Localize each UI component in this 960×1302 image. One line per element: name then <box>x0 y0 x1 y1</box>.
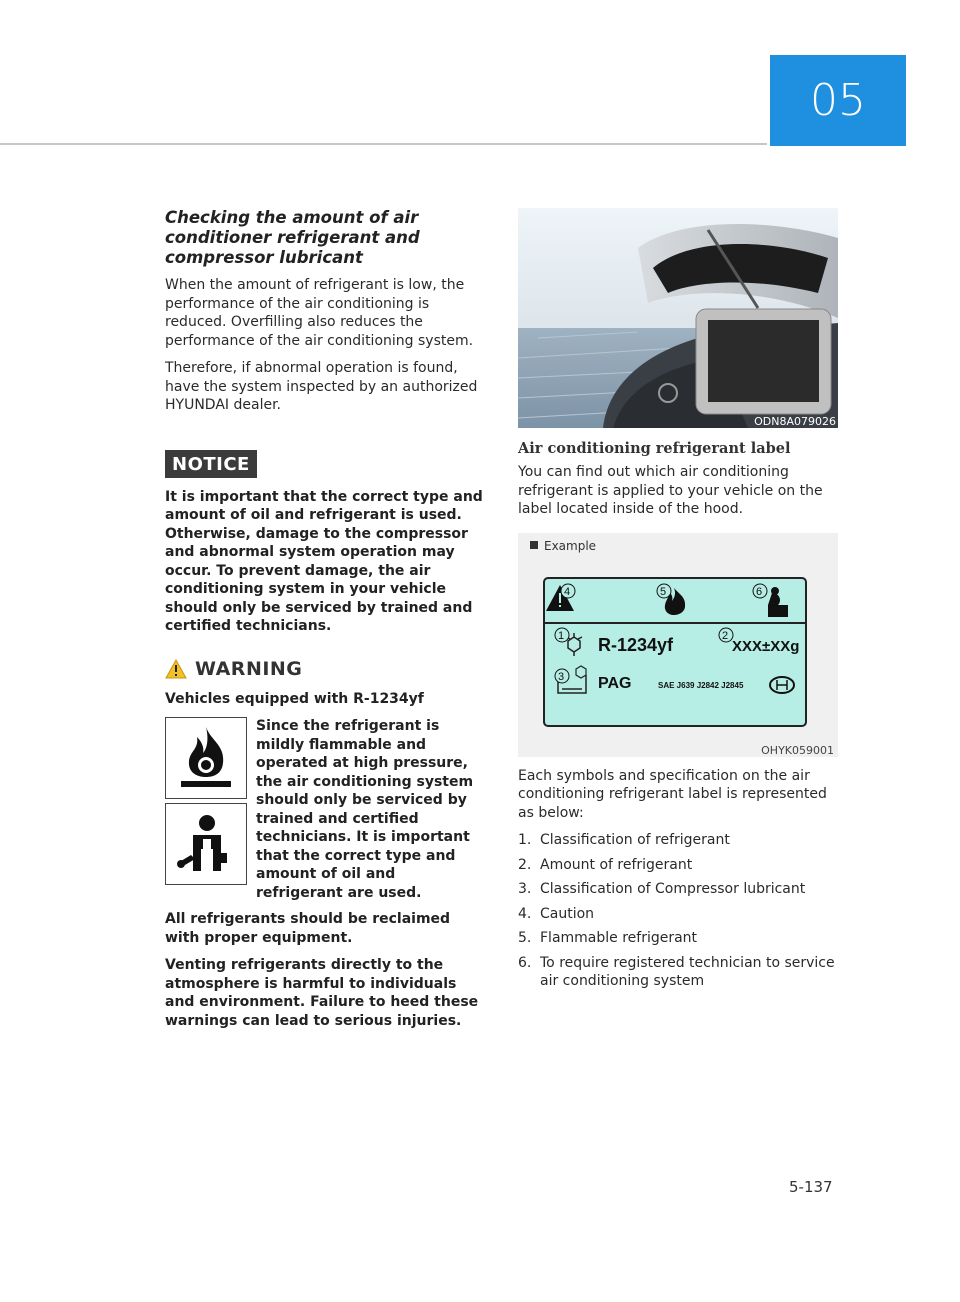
section-heading: Checking the amount of air conditioner refrigerant and compressor lubricant <box>165 208 420 267</box>
dealer-paragraph: Therefore, if abnormal operation is found, have the system inspected by an authorized HYUNDAI dealer. <box>165 360 478 413</box>
label-amount-text: XXX±XXg <box>732 637 800 655</box>
label-lubricant-text: PAG <box>598 674 632 692</box>
warning-label: WARNING <box>195 657 303 680</box>
caption-text: You can find out which air conditioning refrigerant is applied to your vehicle on the label located inside of the hood. <box>518 464 823 517</box>
list-item: 4. Caution <box>518 905 595 922</box>
flammable-icon <box>165 717 247 799</box>
label-figure-code: OHYK059001 <box>761 743 834 757</box>
warning-header <box>165 658 483 680</box>
notice-badge: NOTICE <box>165 450 257 478</box>
list-item: 6. To require registered technician to service air conditioning system <box>518 954 835 989</box>
intro-paragraph: When the amount of refrigerant is low, the performance of the air conditioning is reduced. Overfilling also reduces the performance of the air conditioning system. <box>165 277 474 349</box>
left-column <box>165 208 483 1039</box>
warning-triangle-icon <box>165 659 187 679</box>
technician-icon <box>165 803 247 885</box>
marker-2: 2 <box>722 629 729 642</box>
symbols-list <box>518 831 840 991</box>
chapter-tab: 05 <box>770 55 906 146</box>
marker-4: 4 <box>564 585 571 598</box>
photo-code: ODN8A079026 <box>754 415 836 428</box>
list-item: 5. Flammable refrigerant <box>518 930 698 946</box>
warning-subtitle: Vehicles equipped with R-1234yf <box>165 690 424 707</box>
marker-6: 6 <box>756 585 763 598</box>
label-refrigerant-text: R-1234yf <box>598 634 674 655</box>
figure-caption: Air conditioning refrigerant label <box>518 440 791 457</box>
notice-text: It is important that the correct type and amount of oil and refrigerant is used. Otherwise, damage to the compressor and abnormal system operation may occur. To prevent damage, the air conditioning system in your vehicle should only be serviced by trained and certified technicians. <box>165 488 483 634</box>
symbols-intro: Each symbols and specification on the air conditioning refrigerant label is represented as below: <box>518 767 827 821</box>
marker-5: 5 <box>660 585 667 598</box>
warning-text: Since the refrigerant is mildly flammable and operated at high pressure, the air conditioning system should only be serviced by trained and certified technicians. It is important that the correct type and amount of oil and refrigerant are used. <box>256 718 474 901</box>
example-figure <box>518 533 838 757</box>
refrigerant-label-diagram <box>518 533 838 757</box>
marker-3: 3 <box>558 670 565 683</box>
marker-1: 1 <box>558 629 565 642</box>
label-standards-text: SAE J639 J2842 J2845 <box>658 680 744 690</box>
page-number: 5-137 <box>789 1178 833 1196</box>
list-item: 2. Amount of refrigerant <box>518 856 693 873</box>
warning-icons <box>165 717 247 902</box>
warning-venting-text: Venting refrigerants directly to the atmosphere is harmful to individuals and environment. Failure to heed these warnings can lead to serious injuries. <box>165 957 479 1029</box>
hood-photo-illustration <box>518 208 838 428</box>
warning-body <box>165 717 483 902</box>
hood-label-photo <box>518 208 838 428</box>
example-label: Example <box>530 539 596 553</box>
list-item: 1. Classification of refrigerant <box>518 832 730 848</box>
list-item: 3. Classification of Compressor lubricant <box>518 881 806 897</box>
warning-reclaim-text: All refrigerants should be reclaimed with proper equipment. <box>165 911 451 946</box>
header-rule <box>0 143 767 145</box>
right-column <box>518 208 840 997</box>
